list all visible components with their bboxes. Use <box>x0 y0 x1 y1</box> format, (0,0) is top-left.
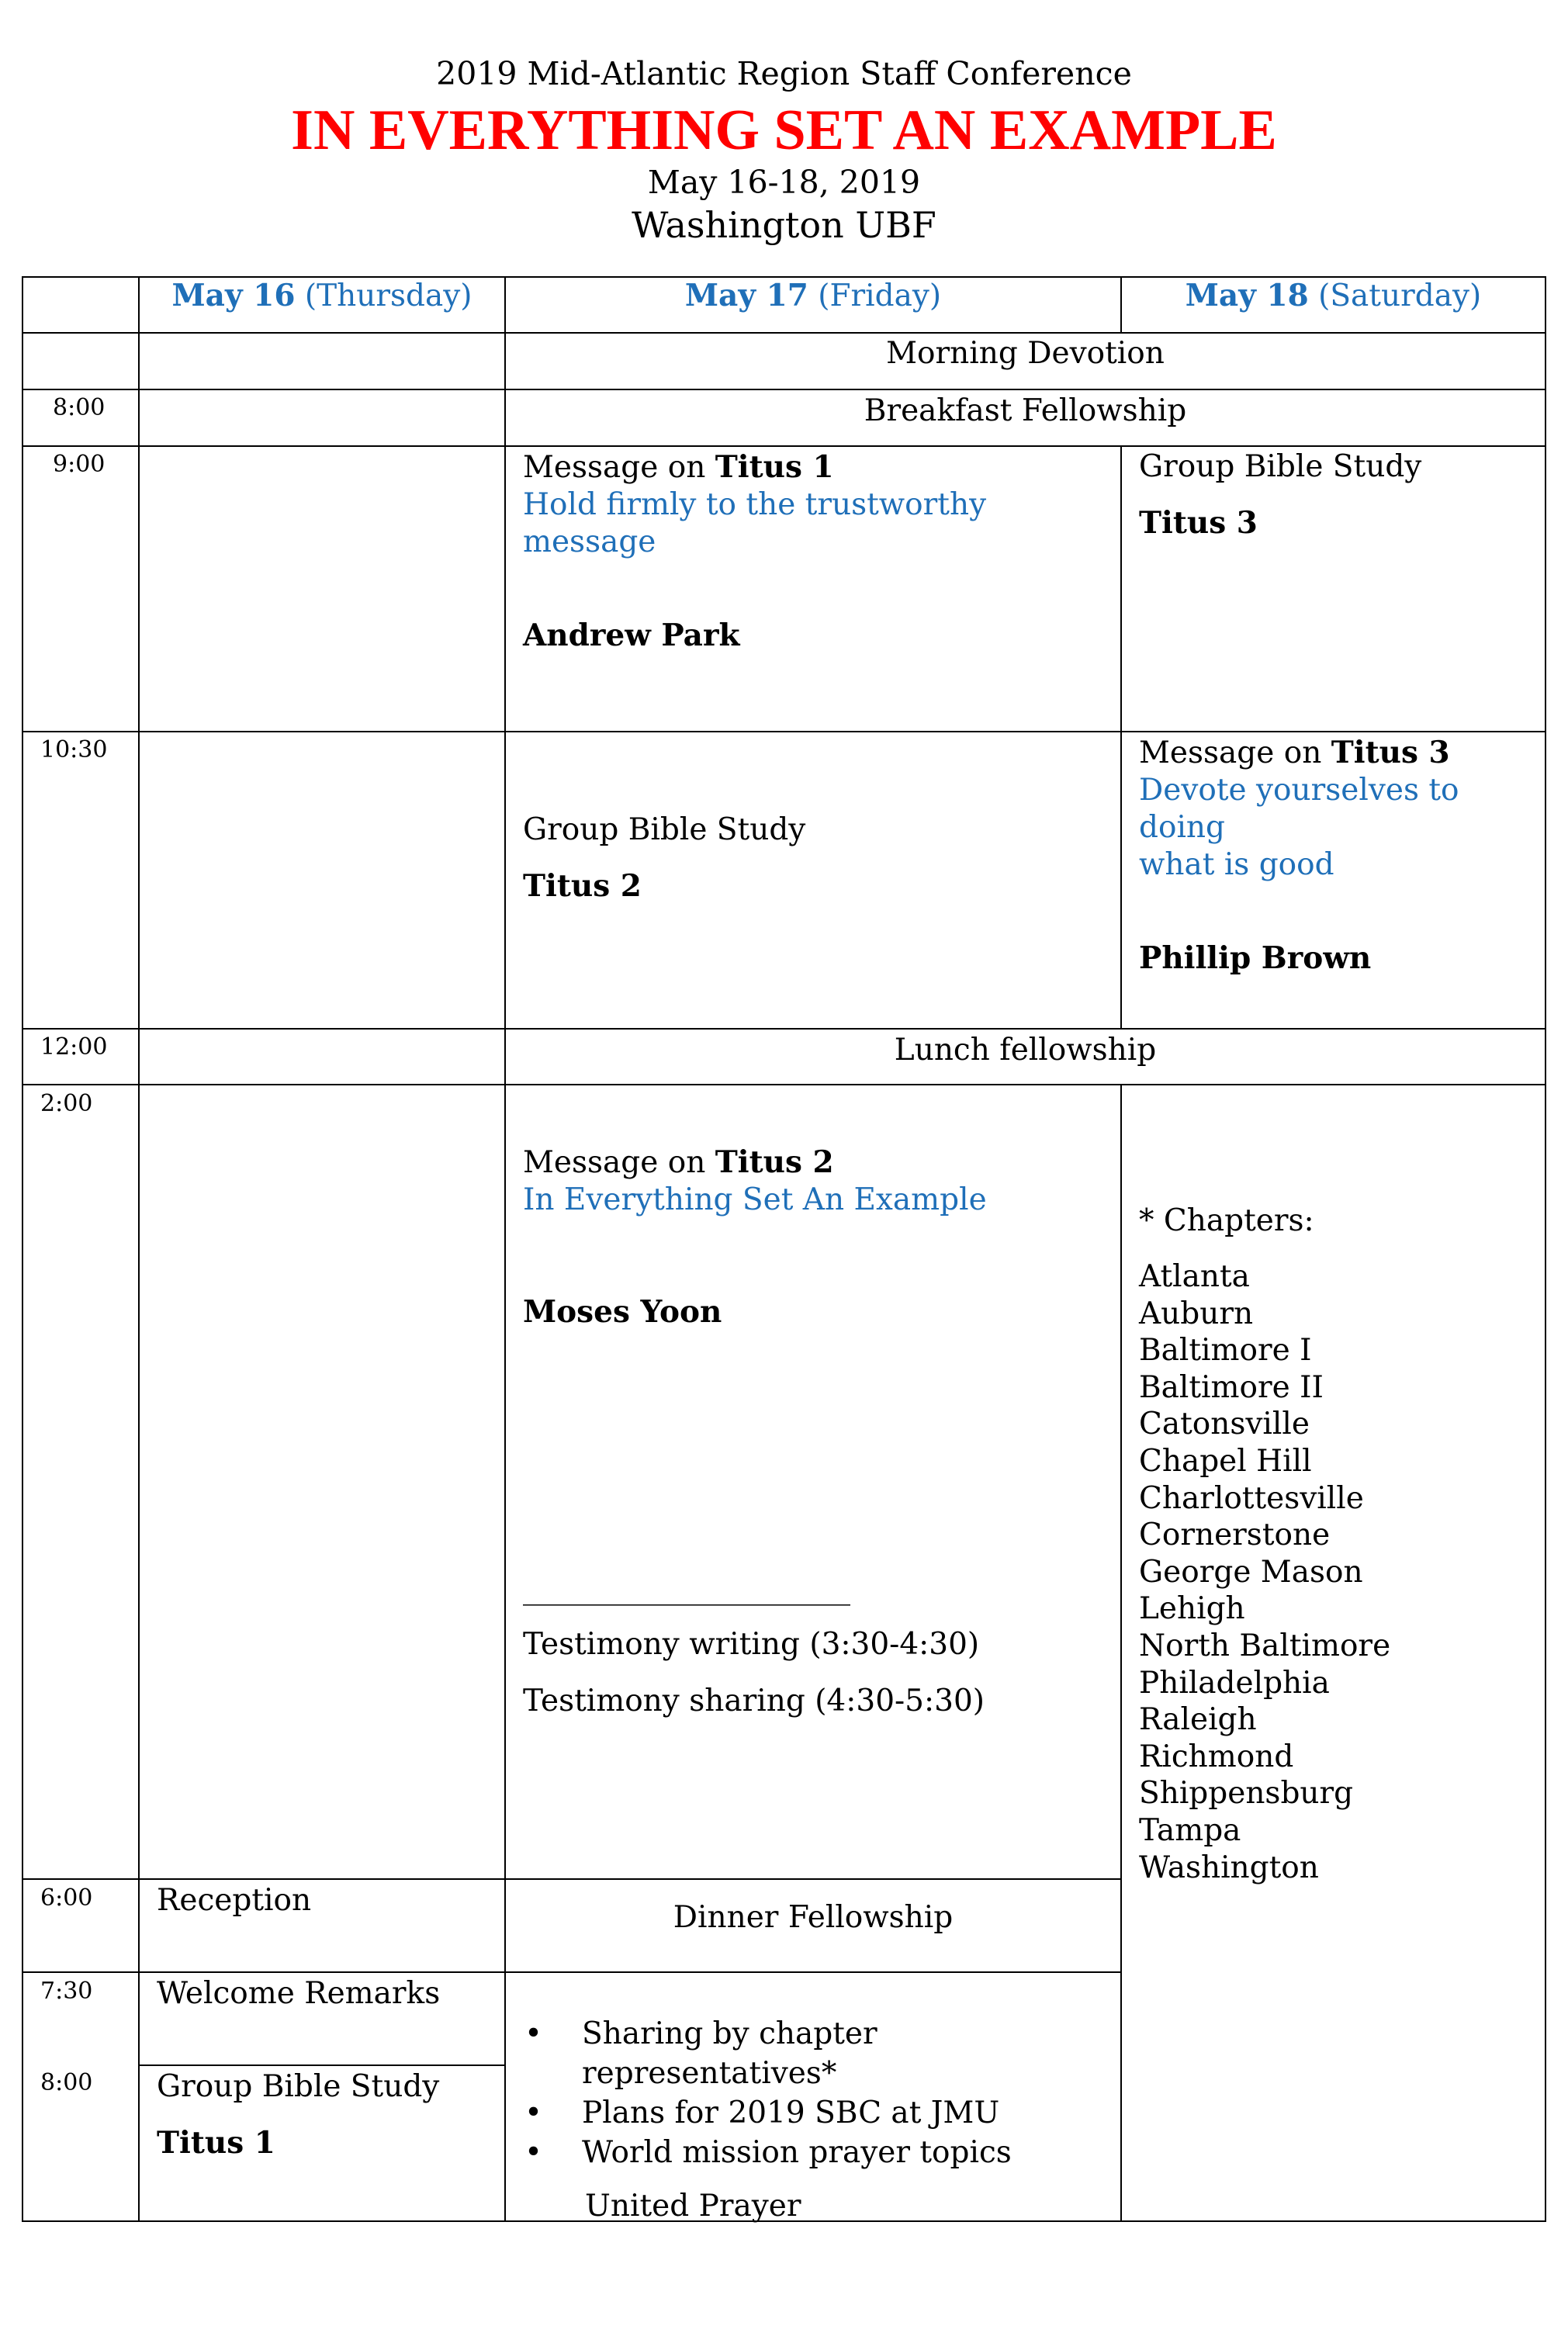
message-theme: what is good <box>1139 847 1334 882</box>
chapter-item: Raleigh <box>1139 1702 1257 1738</box>
session-passage: Titus 1 <box>157 2125 275 2161</box>
day-date: May 18 <box>1185 278 1309 313</box>
session-label: Group Bible Study <box>1139 449 1422 484</box>
day-weekday: (Thursday) <box>304 279 472 313</box>
table-border-left <box>22 276 23 2222</box>
list-item <box>523 2014 1113 2093</box>
dinner-fellowship: Dinner Fellowship <box>673 1900 954 1935</box>
message-theme: In Everything Set An Example <box>523 1182 987 1217</box>
thursday-reception: Reception <box>157 1883 312 1918</box>
day-header-saturday <box>1122 277 1545 315</box>
chapter-item: North Baltimore <box>1139 1628 1391 1663</box>
day-header-friday <box>506 277 1120 315</box>
conference-dates: May 16-18, 2019 <box>647 164 921 201</box>
session-passage: Titus 1 <box>715 449 834 485</box>
time-label: 8:00 <box>53 394 106 421</box>
chapters-list <box>1139 1258 1539 1886</box>
morning-devotion: Morning Devotion <box>886 336 1165 371</box>
time-label: 12:00 <box>40 1033 108 1061</box>
chapter-item: Washington <box>1139 1850 1319 1885</box>
friday-midmorning-study <box>523 812 1113 905</box>
session-label: Group Bible Study <box>157 2069 440 2104</box>
row-divider <box>22 1028 1546 1030</box>
chapter-item: Lehigh <box>1139 1591 1245 1627</box>
chapter-item: Cornerstone <box>1139 1518 1331 1553</box>
speaker-name: Phillip Brown <box>1139 940 1372 976</box>
conference-title: IN EVERYTHING SET AN EXAMPLE <box>291 99 1277 162</box>
session-label: Group Bible Study <box>523 812 806 847</box>
time-label: 7:30 <box>40 1978 93 2005</box>
day-weekday: (Friday) <box>818 279 942 313</box>
list-item-text: Plans for 2019 SBC at JMU <box>582 2096 1000 2130</box>
column-divider <box>1120 445 1122 1028</box>
chapter-item: Shippensburg <box>1139 1776 1354 1812</box>
saturday-chapters <box>1139 1203 1539 1886</box>
message-theme: Devote yourselves to doing <box>1139 773 1459 845</box>
table-border-right <box>1545 276 1546 2222</box>
list-item-text: Sharing by chapter representatives* <box>582 2016 877 2091</box>
message-theme: Hold firmly to the trustworthy message <box>523 487 987 559</box>
row-divider <box>22 731 1546 732</box>
session-passage: Titus 3 <box>1139 505 1258 541</box>
chapter-item: Charlottesville <box>1139 1480 1364 1516</box>
column-divider <box>138 276 140 2222</box>
session-passage: Titus 2 <box>523 868 642 904</box>
list-item <box>523 2133 1113 2172</box>
day-date: May 17 <box>684 278 808 313</box>
friday-evening-program <box>523 2014 1113 2225</box>
speaker-name: Moses Yoon <box>523 1294 722 1330</box>
chapter-item: Baltimore II <box>1139 1369 1324 1405</box>
thursday-evening-study <box>157 2068 498 2161</box>
chapter-item: Chapel Hill <box>1139 1443 1312 1479</box>
time-label: 9:00 <box>53 451 106 478</box>
thursday-welcome-remarks: Welcome Remarks <box>157 1976 441 2011</box>
chapter-item: Atlanta <box>1139 1259 1250 1294</box>
chapters-heading: * Chapters: <box>1139 1203 1314 1238</box>
time-label: 2:00 <box>40 1090 93 1117</box>
session-passage: Titus 3 <box>1331 735 1450 770</box>
bullet-icon: • <box>524 2135 543 2170</box>
saturday-midmorning-message <box>1139 734 1539 977</box>
chapter-item: Richmond <box>1139 1739 1294 1774</box>
chapter-item: Catonsville <box>1139 1407 1310 1442</box>
row-divider <box>22 332 1546 334</box>
column-divider <box>1120 1084 1122 2222</box>
list-item <box>523 2093 1113 2133</box>
conference-venue: Washington UBF <box>632 204 936 246</box>
testimony-sharing: Testimony sharing (4:30-5:30) <box>523 1684 985 1718</box>
evening-bullet-list <box>523 2014 1113 2172</box>
row-divider <box>22 389 1546 390</box>
friday-afternoon-message <box>523 1144 1113 1331</box>
time-label: 10:30 <box>40 736 108 763</box>
session-label: Message on <box>1139 735 1331 770</box>
bullet-icon: • <box>524 2016 543 2051</box>
row-divider <box>138 2064 504 2066</box>
chapter-item: George Mason <box>1139 1554 1363 1590</box>
day-weekday: (Saturday) <box>1318 279 1482 313</box>
conference-subtitle: 2019 Mid-Atlantic Region Staff Conference <box>436 55 1132 92</box>
session-label: Message on <box>523 450 715 485</box>
row-divider <box>22 1084 1546 1085</box>
lunch-fellowship: Lunch fellowship <box>894 1033 1157 1068</box>
chapter-item: Baltimore I <box>1139 1333 1312 1369</box>
chapter-item: Tampa <box>1139 1812 1241 1848</box>
row-divider <box>22 1878 1122 1880</box>
day-header-thursday <box>140 277 504 315</box>
testimony-writing: Testimony writing (3:30-4:30) <box>523 1627 980 1662</box>
speaker-name: Andrew Park <box>523 618 740 653</box>
friday-morning-message <box>523 448 1113 654</box>
separator-line: ________________________ <box>523 1571 849 1606</box>
bullet-icon: • <box>524 2096 543 2130</box>
saturday-morning-study <box>1139 448 1535 542</box>
list-item-text: World mission prayer topics <box>582 2135 1012 2170</box>
row-divider <box>22 445 1546 447</box>
time-label: 8:00 <box>40 2069 93 2096</box>
chapter-item: Philadelphia <box>1139 1665 1330 1701</box>
row-divider <box>22 1971 1122 1973</box>
session-passage: Titus 2 <box>715 1144 834 1180</box>
breakfast-fellowship: Breakfast Fellowship <box>864 393 1187 428</box>
chapter-item: Auburn <box>1139 1296 1254 1331</box>
united-prayer: United Prayer <box>585 2189 801 2224</box>
time-label: 6:00 <box>40 1884 93 1912</box>
day-date: May 16 <box>171 278 296 313</box>
session-label: Message on <box>523 1145 715 1180</box>
